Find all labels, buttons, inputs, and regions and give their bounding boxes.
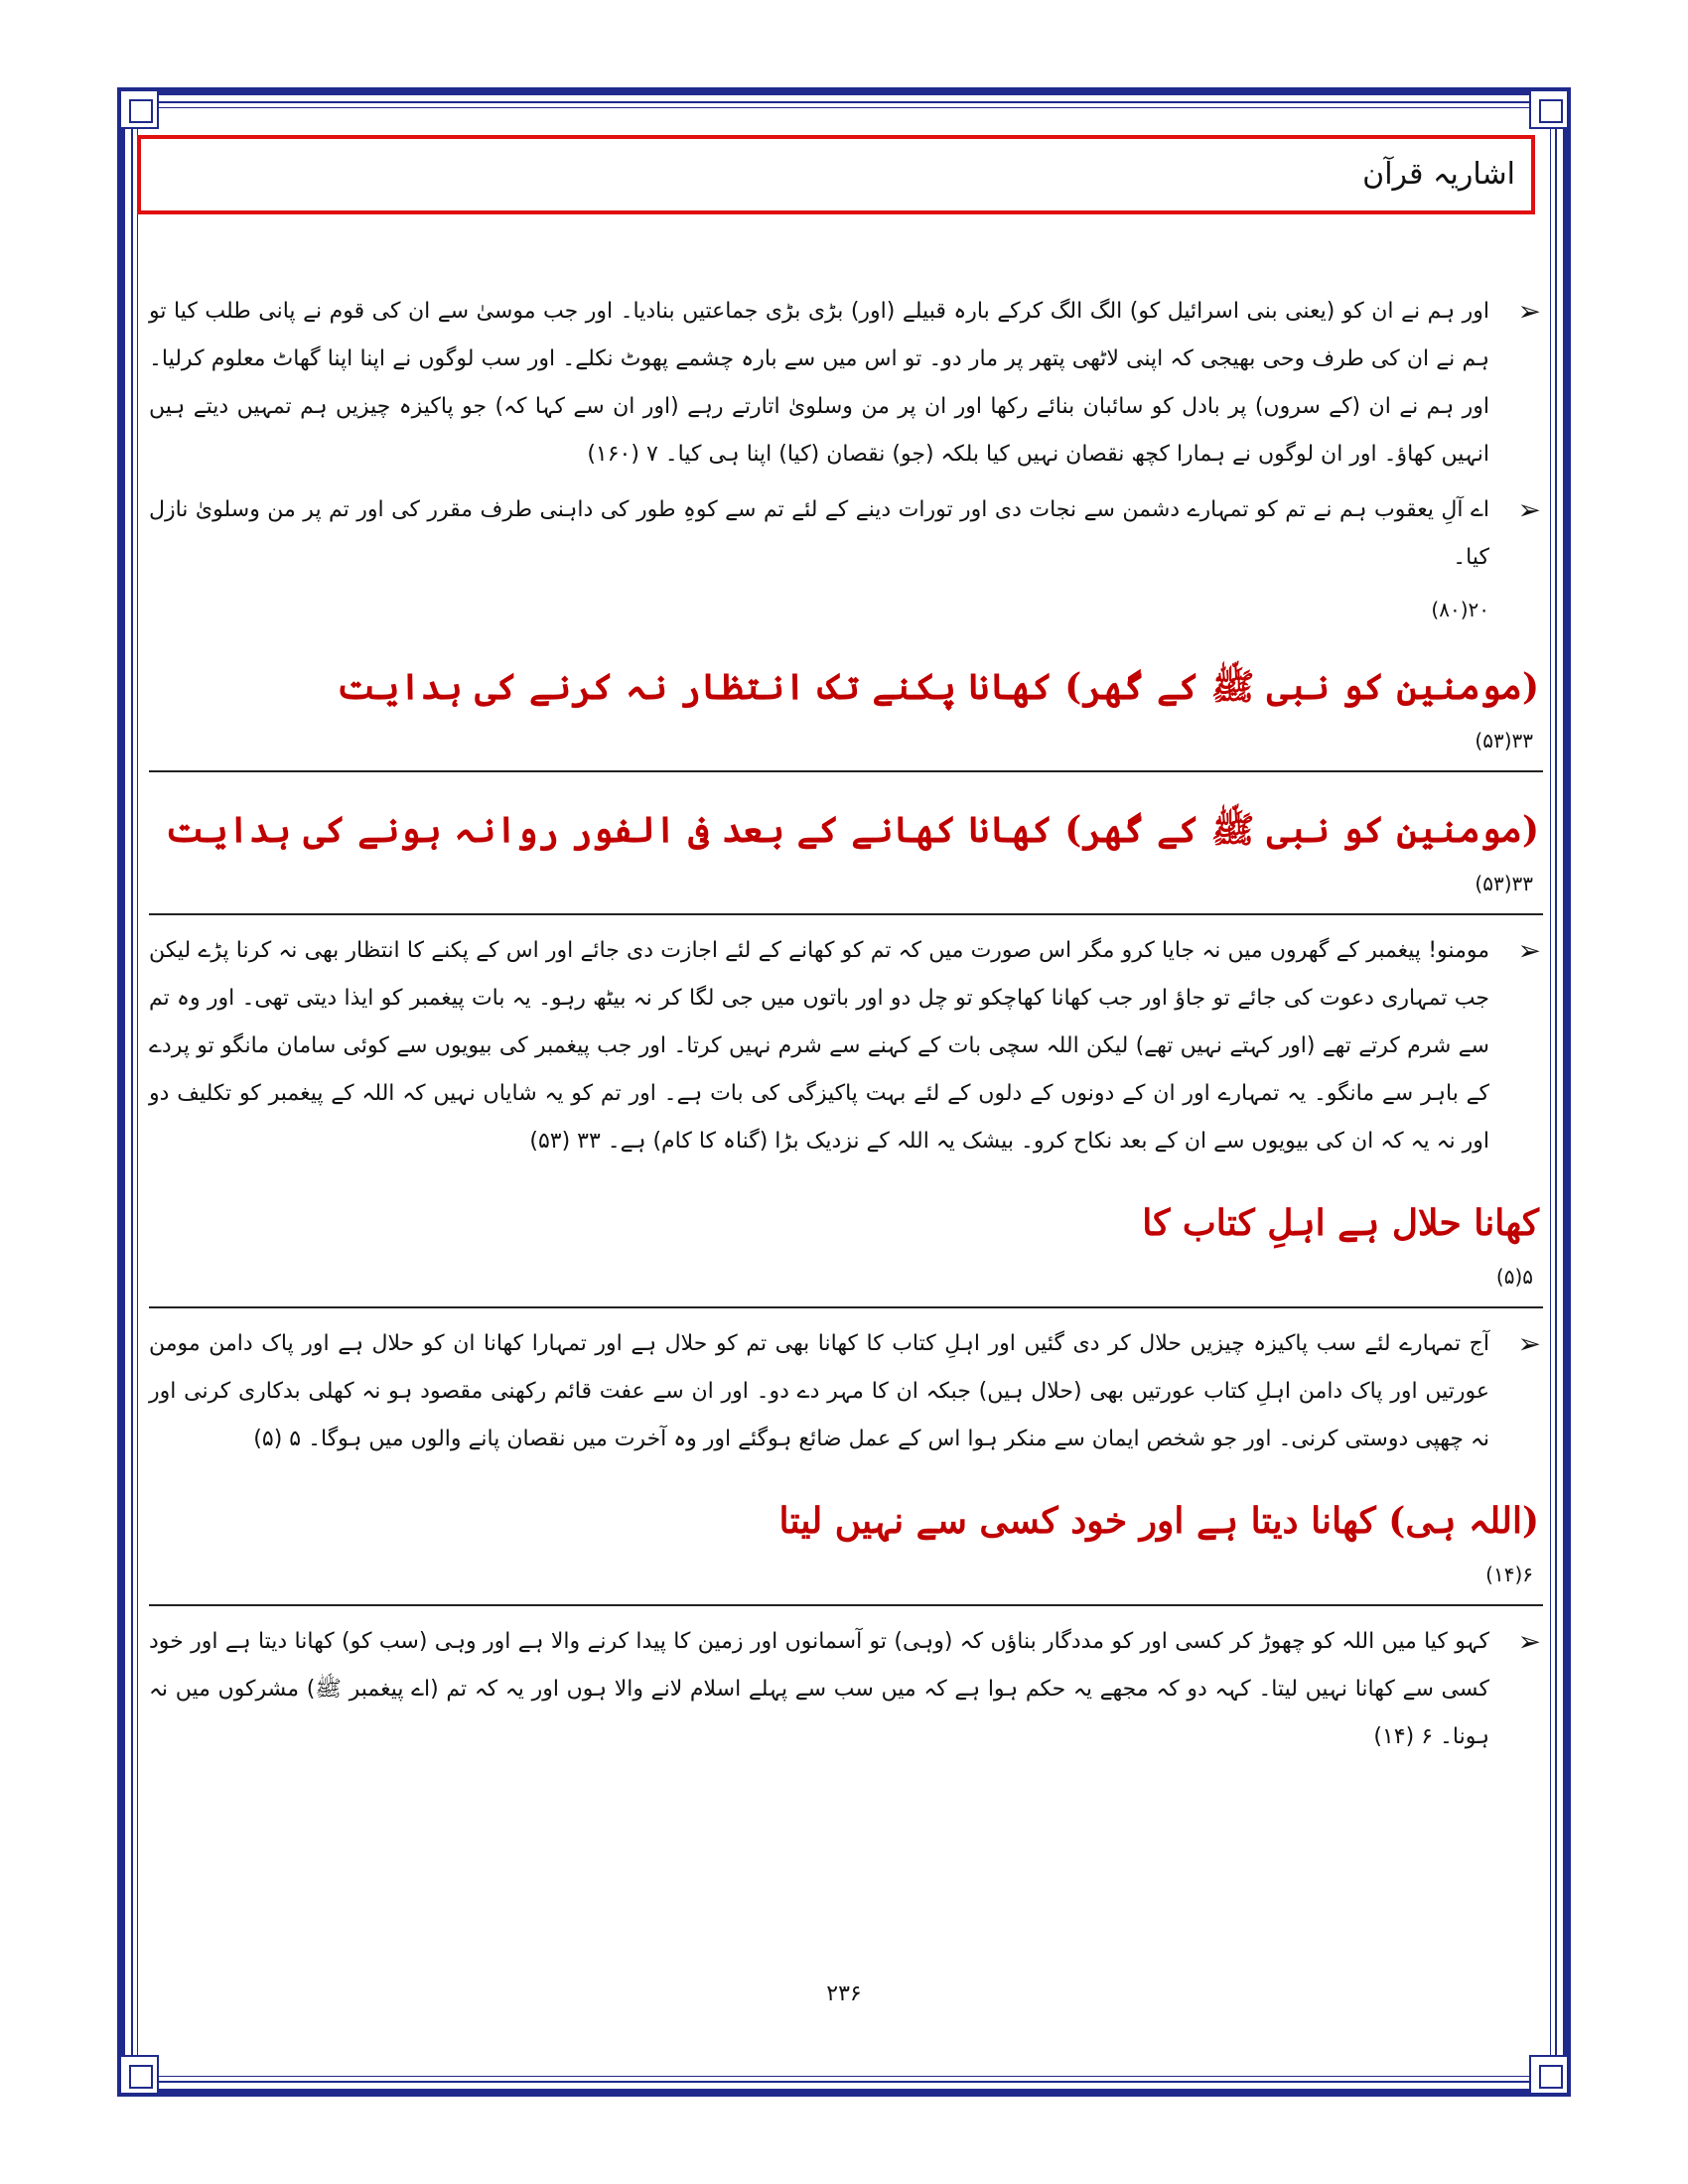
divider	[149, 770, 1543, 772]
bullet-arrow-icon: ➢	[1517, 493, 1541, 526]
entry-paragraph	[149, 486, 1543, 582]
entry-text: آج تمہارے لئے سب پاکیزہ چیزیں حلال کر دی گئیں اور اہلِ کتاب کا کھانا بھی تم کو حلال ہے اور تمہارا کھانا ان کو حلال ہے اور پاک دامن مومن عورتیں اور پاک دامن اہلِ کتاب عورتیں بھی (حلال ہیں) جبکہ ان کا مہر دے دو۔ اور ان سے عفت قائم رکھنی مقصود ہو نہ کھلی بدکاری کرنی اور نہ چھپی دوستی کرنی۔ اور جو شخص ایمان سے منکر ہوا اس کے عمل ضائع ہوگئے اور وہ آخرت میں نقصان پانے والوں میں ہوگا۔ ۵ (۵)	[149, 1331, 1489, 1451]
divider	[149, 1604, 1543, 1606]
header-title: اشاریہ قرآن	[1362, 157, 1515, 192]
corner-ornament	[1529, 2055, 1569, 2095]
entry-reference: ۲۰(۸۰)	[1431, 598, 1489, 621]
bullet-arrow-icon: ➢	[1517, 1625, 1541, 1658]
topic-heading: (اللہ ہی) کھانا دیتا ہے اور خود کسی سے نہیں لیتا	[778, 1500, 1539, 1542]
bullet-arrow-icon: ➢	[1517, 934, 1541, 967]
corner-ornament	[119, 2055, 159, 2095]
corner-ornament	[119, 89, 159, 129]
heading-reference: ۶(۱۴)	[1485, 1563, 1533, 1586]
entry-paragraph	[149, 1618, 1543, 1761]
corner-ornament	[1529, 89, 1569, 129]
bullet-arrow-icon: ➢	[1517, 295, 1541, 328]
header-box	[137, 135, 1535, 214]
entry-text: اے آلِ یعقوب ہم نے تم کو تمہارے دشمن سے نجات دی اور تورات دینے کے لئے تم سے کوہِ طور کی داہنی طرف مقرر کی اور تم پر من وسلویٰ نازل کیا۔	[149, 497, 1489, 570]
entry-paragraph	[149, 1320, 1543, 1463]
entry-text: اور ہم نے ان کو (یعنی بنی اسرائیل کو) الگ الگ کرکے بارہ قبیلے (اور) بڑی بڑی جماعتیں بنادیا۔ اور جب موسیٰ سے ان کی قوم نے پانی طلب کیا تو ہم نے ان کی طرف وحی بھیجی کہ اپنی لاٹھی پتھر پر مار دو۔ تو اس میں سے بارہ چشمے پھوٹ نکلے۔ اور سب لوگوں نے اپنا اپنا گھاٹ معلوم کرلیا۔ اور ہم نے ان (کے سروں) پر بادل کو سائبان بنائے رکھا اور ان پر من وسلویٰ اتارتے رہے (اور ان سے کہا کہ) جو پاکیزہ چیزیں ہم تمہیں دیتے ہیں انہیں کھاؤ۔ اور ان لوگوں نے ہمارا کچھ نقصان نہیں کیا بلکہ (جو) نقصان (کیا) اپنا ہی کیا۔ ۷ (۱۶۰)	[149, 299, 1489, 467]
divider	[149, 913, 1543, 915]
heading-reference: ۳۳(۵۳)	[1475, 872, 1533, 895]
entry-paragraph	[149, 288, 1543, 478]
page-number: ۲۳۶	[826, 1981, 862, 2006]
topic-heading: (مومنین کو نبی ﷺ کے گھر) کھانا پکنے تک انتظار نہ کرنے کی ہدایت	[337, 666, 1539, 708]
entry-paragraph	[149, 927, 1543, 1165]
content-area	[149, 288, 1543, 1769]
heading-reference: ۵(۵)	[1495, 1265, 1533, 1289]
entry-text: کہو کیا میں اللہ کو چھوڑ کر کسی اور کو مددگار بناؤں کہ (وہی) تو آسمانوں اور زمین کا پیدا کرنے والا ہے اور وہی (سب کو) کھانا دیتا ہے اور خود کسی سے کھانا نہیں لیتا۔ کہہ دو کہ مجھے یہ حکم ہوا ہے کہ میں سب سے پہلے اسلام لانے والا ہوں اور یہ کہ تم (اے پیغمبر ﷺ) مشرکوں میں نہ ہونا۔ ۶ (۱۴)	[149, 1629, 1489, 1749]
topic-heading: (مومنین کو نبی ﷺ کے گھر) کھانا کھانے کے بعد فی الفور روانہ ہونے کی ہدایت	[165, 809, 1539, 851]
bullet-arrow-icon: ➢	[1517, 1327, 1541, 1360]
divider	[149, 1306, 1543, 1308]
heading-reference: ۳۳(۵۳)	[1475, 729, 1533, 752]
entry-text: مومنو! پیغمبر کے گھروں میں نہ جایا کرو مگر اس صورت میں کہ تم کو کھانے کے لئے اجازت دی جائے اور اس کے پکنے کا انتظار بھی نہ کرنا پڑے لیکن جب تمہاری دعوت کی جائے تو جاؤ اور جب کھانا کھاچکو تو چل دو اور باتوں میں جی لگا کر نہ بیٹھ رہو۔ یہ بات پیغمبر کو ایذا دیتی تھی۔ اور وہ تم سے شرم کرتے تھے (اور کہتے نہیں تھے) لیکن اللہ سچی بات کے کہنے سے شرم نہیں کرتا۔ اور جب پیغمبر کی بیویوں سے کوئی سامان مانگو تو پردے کے باہر سے مانگو۔ یہ تمہارے اور ان کے دونوں کے دلوں کے لئے بہت پاکیزگی کی بات ہے۔ اور تم کو یہ شایاں نہیں کہ اللہ کے پیغمبر کو تکلیف دو اور نہ یہ کہ ان کی بیویوں سے ان کے بعد نکاح کرو۔ بیشک یہ اللہ کے نزدیک بڑا (گناہ کا کام) ہے۔ ۳۳ (۵۳)	[149, 938, 1489, 1154]
topic-heading: کھانا حلال ہے اہلِ کتاب کا	[1142, 1202, 1539, 1244]
